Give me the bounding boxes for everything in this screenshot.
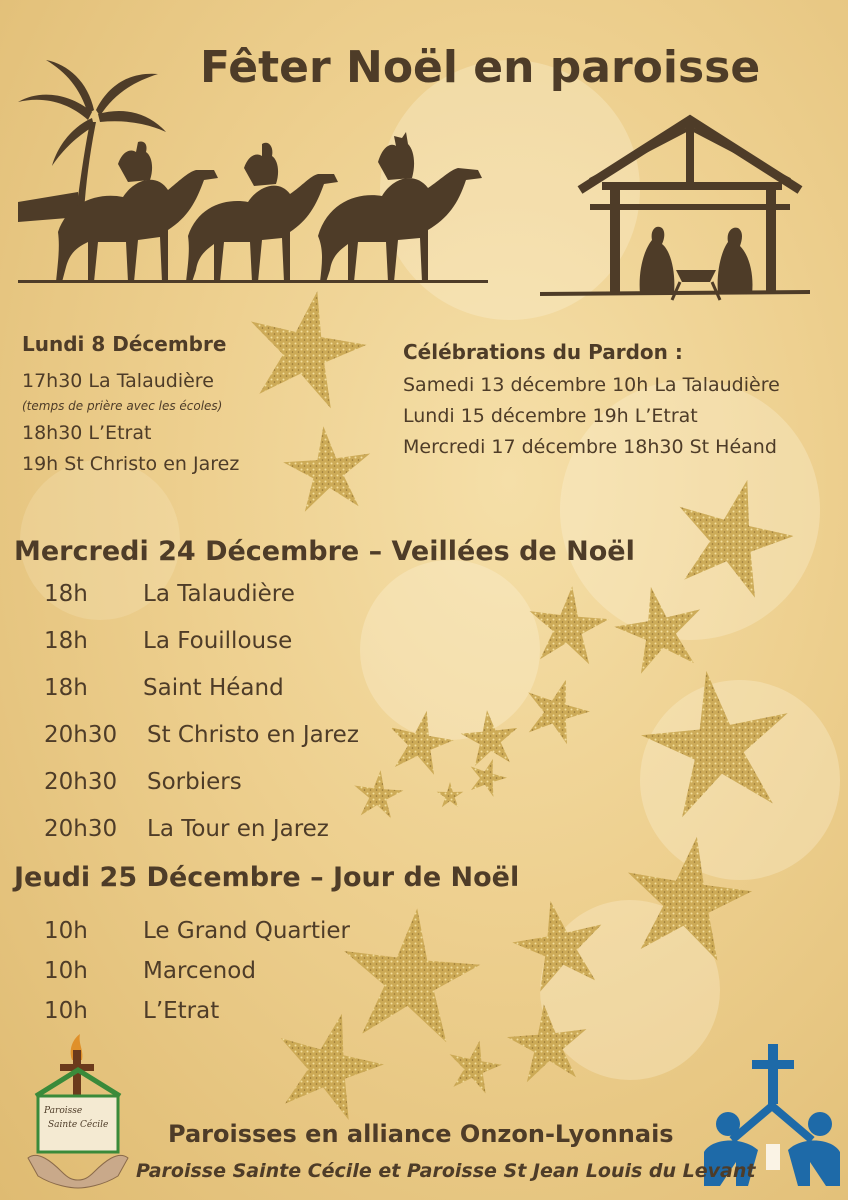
gold-star-icon bbox=[461, 710, 518, 766]
gold-star-icon bbox=[628, 837, 752, 961]
veillee-place: La Tour en Jarez bbox=[147, 816, 329, 842]
logo-text-1: Paroisse bbox=[44, 1106, 83, 1116]
gold-star-icon bbox=[641, 671, 788, 817]
veillees-heading: Mercredi 24 Décembre – Veillées de Noël bbox=[14, 536, 635, 567]
veillee-place: Sorbiers bbox=[147, 769, 242, 795]
dec8-line2: 18h30 L’Etrat bbox=[22, 422, 152, 444]
gold-star-icon bbox=[283, 426, 370, 512]
gold-star-icon bbox=[450, 1041, 502, 1094]
page-title: Fêter Noël en paroisse bbox=[200, 42, 761, 93]
veillee-time: 20h30 bbox=[44, 769, 118, 795]
dec8-line3: 19h St Christo en Jarez bbox=[22, 453, 240, 475]
gold-star-icon bbox=[507, 1004, 586, 1082]
gold-star-icon bbox=[680, 480, 794, 598]
gold-star-icon bbox=[437, 782, 464, 807]
gold-star-icon bbox=[614, 587, 700, 674]
logo-text-2: Sainte Cécile bbox=[48, 1120, 109, 1130]
footer-alliance: Paroisses en alliance Onzon-Lyonnais bbox=[168, 1120, 674, 1148]
dec8-line1: 17h30 La Talaudière bbox=[22, 370, 214, 392]
pardon-heading: Célébrations du Pardon : bbox=[403, 340, 683, 364]
gold-star-icon bbox=[528, 680, 590, 745]
jour-place: Le Grand Quartier bbox=[143, 918, 350, 944]
footer-parishes: Paroisse Sainte Cécile et Paroisse St Jean Louis du Levant bbox=[136, 1160, 756, 1182]
gold-star-icon bbox=[390, 711, 453, 775]
gold-star-icon bbox=[344, 908, 480, 1042]
veillee-time: 20h30 bbox=[44, 816, 118, 842]
dec8-line1-note: (temps de prière avec les écoles) bbox=[22, 399, 223, 413]
jour-time: 10h bbox=[44, 998, 88, 1024]
jour-place: L’Etrat bbox=[143, 998, 220, 1024]
gold-star-icon bbox=[251, 291, 367, 408]
jour-place: Marcenod bbox=[143, 958, 256, 984]
pardon-line1: Samedi 13 décembre 10h La Talaudière bbox=[403, 374, 780, 396]
jour-time: 10h bbox=[44, 958, 88, 984]
pardon-line3: Mercredi 17 décembre 18h30 St Héand bbox=[403, 436, 777, 458]
gold-star-icon bbox=[530, 586, 609, 664]
veillee-place: La Talaudière bbox=[143, 581, 295, 607]
veillee-place: St Christo en Jarez bbox=[147, 722, 359, 748]
veillee-place: Saint Héand bbox=[143, 675, 284, 701]
veillee-time: 18h bbox=[44, 581, 88, 607]
jour-heading: Jeudi 25 Décembre – Jour de Noël bbox=[14, 862, 520, 893]
pardon-line2: Lundi 15 décembre 19h L’Etrat bbox=[403, 405, 698, 427]
gold-star-icon bbox=[512, 901, 602, 992]
veillee-place: La Fouillouse bbox=[143, 628, 293, 654]
gold-star-icon bbox=[354, 770, 403, 818]
dec8-heading: Lundi 8 Décembre bbox=[22, 332, 227, 356]
parish-logo-left bbox=[22, 1030, 134, 1190]
veillee-time: 20h30 bbox=[44, 722, 118, 748]
jour-time: 10h bbox=[44, 918, 88, 944]
veillee-time: 18h bbox=[44, 675, 88, 701]
veillee-time: 18h bbox=[44, 628, 88, 654]
